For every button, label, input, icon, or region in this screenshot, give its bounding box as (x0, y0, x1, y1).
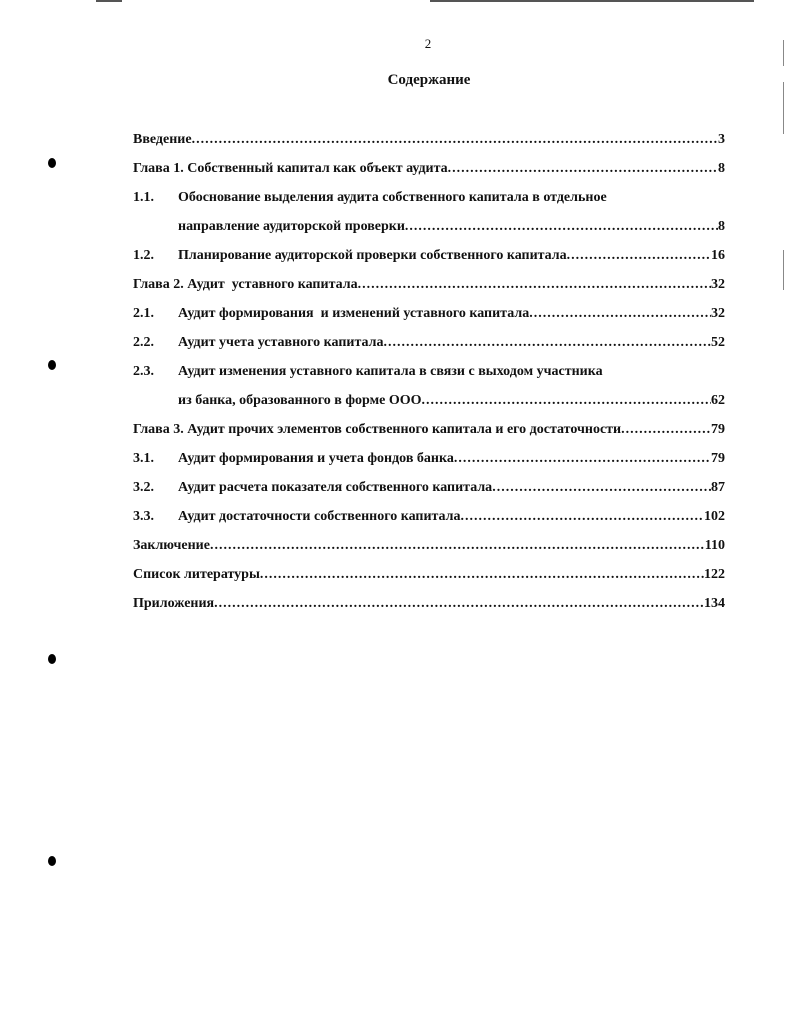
leader-dots (492, 477, 711, 498)
punch-hole-3 (48, 654, 56, 664)
scan-edge-top-1 (96, 0, 122, 2)
table-of-contents (133, 129, 725, 622)
leader-dots (567, 245, 711, 266)
toc-label-line-2: из банка, образованного в форме ООО (178, 393, 422, 408)
toc-page: 62 (711, 393, 725, 408)
toc-entry-section-2-1[interactable] (133, 303, 725, 332)
toc-label: Аудит достаточности собственного капитала (178, 509, 461, 524)
toc-page: 32 (711, 306, 725, 321)
toc-label: Глава 2. Аудит уставного капитала (133, 277, 358, 292)
toc-label: Приложения (133, 596, 215, 611)
toc-number: 3.3. (133, 509, 154, 524)
leader-dots (405, 216, 718, 237)
toc-label: Глава 3. Аудит прочих элементов собственного капитала и его достаточности (133, 422, 622, 437)
toc-entry-references[interactable] (133, 564, 725, 593)
toc-label: Список литературы (133, 567, 260, 582)
leader-dots (384, 332, 711, 353)
scan-edge-right-2 (783, 82, 784, 134)
toc-page: 16 (711, 248, 725, 263)
toc-label: Введение (133, 132, 192, 147)
punch-hole-4 (48, 856, 56, 866)
toc-entry-section-1-2[interactable] (133, 245, 725, 274)
toc-entry-introduction[interactable] (133, 129, 725, 158)
punch-hole-2 (48, 360, 56, 370)
toc-number: 2.2. (133, 335, 154, 350)
toc-entry-section-3-2[interactable] (133, 477, 725, 506)
toc-page: 3 (718, 132, 725, 147)
toc-number: 1.1. (133, 190, 154, 205)
toc-number: 1.2. (133, 248, 154, 263)
toc-page: 79 (711, 422, 725, 437)
toc-entry-section-2-2[interactable] (133, 332, 725, 361)
leader-dots (529, 303, 711, 324)
toc-page: 122 (704, 567, 725, 582)
toc-entry-chapter-3[interactable] (133, 419, 725, 448)
toc-page: 134 (704, 596, 725, 611)
leader-dots (214, 593, 704, 614)
toc-page: 87 (711, 480, 725, 495)
toc-entry-conclusion[interactable] (133, 535, 725, 564)
toc-label: Аудит учета уставного капитала (178, 335, 384, 350)
leader-dots (260, 564, 704, 585)
scan-edge-top-2 (430, 0, 754, 2)
punch-hole-1 (48, 158, 56, 168)
toc-label: Аудит расчета показателя собственного капитала (178, 480, 493, 495)
toc-page: 79 (711, 451, 725, 466)
toc-page: 8 (718, 161, 725, 176)
toc-label: Аудит формирования и изменений уставного капитала (178, 306, 530, 321)
toc-label: Планирование аудиторской проверки собственного капитала (178, 248, 567, 263)
scan-edge-right-3 (783, 250, 784, 290)
leader-dots (210, 535, 705, 556)
toc-number: 2.3. (133, 364, 154, 379)
toc-page: 32 (711, 277, 725, 292)
page-title: Содержание (387, 72, 471, 88)
page-number: 2 (424, 36, 432, 51)
toc-number: 3.1. (133, 451, 154, 466)
toc-entry-chapter-2[interactable] (133, 274, 725, 303)
leader-dots (192, 129, 718, 150)
leader-dots (358, 274, 711, 295)
toc-page: 8 (718, 219, 725, 234)
toc-page: 52 (711, 335, 725, 350)
leader-dots (461, 506, 704, 527)
toc-label-line-2: направление аудиторской проверки (178, 219, 405, 234)
toc-label: Заключение (133, 538, 210, 553)
toc-entry-appendices[interactable] (133, 593, 725, 622)
leader-dots (621, 419, 711, 440)
leader-dots (422, 390, 711, 411)
toc-page: 110 (704, 538, 725, 553)
toc-number: 3.2. (133, 480, 154, 495)
toc-label: Глава 1. Собственный капитал как объект аудита (133, 161, 448, 176)
toc-entry-chapter-1[interactable] (133, 158, 725, 187)
toc-label-line-1: Аудит изменения уставного капитала в связи с выходом участника (178, 364, 603, 379)
toc-entry-section-1-1[interactable] (133, 187, 725, 245)
toc-page: 102 (704, 509, 725, 524)
toc-label-line-1: Обоснование выделения аудита собственного капитала в отдельное (178, 190, 607, 205)
toc-number: 2.1. (133, 306, 154, 321)
toc-entry-section-2-3[interactable] (133, 361, 725, 419)
leader-dots (448, 158, 718, 179)
leader-dots (454, 448, 711, 469)
toc-entry-section-3-1[interactable] (133, 448, 725, 477)
toc-entry-section-3-3[interactable] (133, 506, 725, 535)
toc-label: Аудит формирования и учета фондов банка (178, 451, 454, 466)
